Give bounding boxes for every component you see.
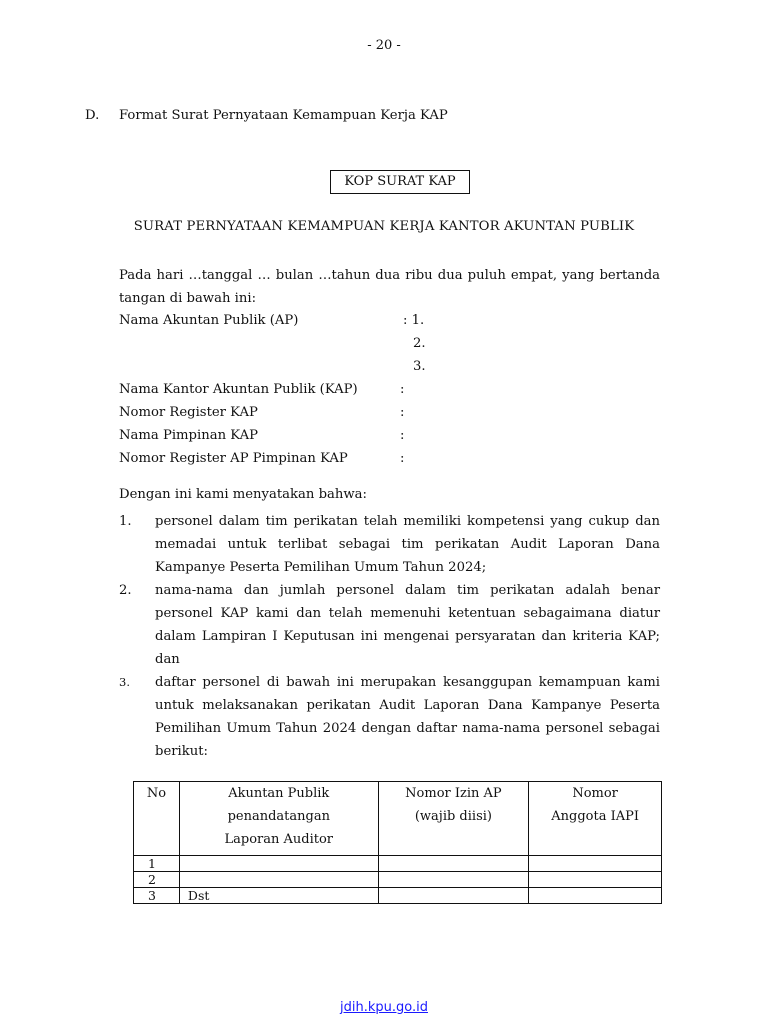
statement-number: 2. — [119, 583, 132, 598]
row-no: 3 — [134, 888, 180, 904]
row-iapi — [529, 872, 662, 888]
row-no: 1 — [134, 856, 180, 872]
leader-name-label: Nama Pimpinan KAP — [119, 428, 258, 443]
table-row — [134, 872, 662, 888]
kap-name-colon: : — [400, 382, 405, 397]
row-iapi — [529, 856, 662, 872]
statement-text: daftar personel di bawah ini merupakan kesanggupan kemampuan kami untuk melaksanakan perikatan Audit Laporan Dana Kampanye Peserta Pemilihan Umum Tahun 2024 dengan daftar nama-nama personel sebagai berikut: — [155, 675, 660, 759]
section-title: Format Surat Pernyataan Kemampuan Kerja KAP — [119, 108, 448, 123]
kap-name-label: Nama Kantor Akuntan Publik (KAP) — [119, 382, 358, 397]
row-iapi — [529, 888, 662, 904]
statement-text: personel dalam tim perikatan telah memiliki kompetensi yang cukup dan memadai untuk terlibat sebagai tim perikatan Audit Laporan Dana Kampanye Peserta Pemilihan Umum Tahun 2024; — [155, 514, 660, 575]
statement-text: nama-nama dan jumlah personel dalam tim perikatan adalah benar personel KAP kami dan telah memenuhi ketentuan sebagaimana diatur dalam Lampiran I Keputusan ini mengenai persyaratan dan kriteria KAP; dan — [155, 583, 660, 667]
row-izin — [378, 888, 529, 904]
intro-paragraph: Pada hari …tanggal … bulan …tahun dua ribu dua puluh empat, yang bertanda tangan di bawah ini: — [119, 268, 660, 306]
kap-register-label: Nomor Register KAP — [119, 405, 258, 420]
table-row — [134, 856, 662, 872]
kop-surat-box: KOP SURAT KAP — [330, 170, 470, 194]
page-number: - 20 - — [367, 38, 401, 53]
header-akuntan-publik: Akuntan Publik penandatangan Laporan Auditor — [179, 782, 378, 856]
statement-number: 1. — [119, 514, 132, 529]
statement-number: 3. — [119, 675, 130, 689]
document-title: SURAT PERNYATAAN KEMAMPUAN KERJA KANTOR AKUNTAN PUBLIK — [133, 219, 635, 234]
header-nomor-izin: Nomor Izin AP (wajib diisi) — [378, 782, 529, 856]
kap-register-colon: : — [400, 405, 405, 420]
ap-item-2: 2. — [413, 336, 426, 351]
row-akuntan — [179, 872, 378, 888]
row-izin — [378, 856, 529, 872]
leader-name-colon: : — [400, 428, 405, 443]
header-nomor-anggota: Nomor Anggota IAPI — [529, 782, 662, 856]
table-header-row — [134, 782, 662, 856]
row-akuntan — [179, 856, 378, 872]
ap-name-colon: : 1. — [403, 313, 425, 328]
ap-item-3: 3. — [413, 359, 426, 374]
footer-link[interactable]: jdih.kpu.go.id — [340, 1000, 428, 1015]
row-akuntan: Dst — [179, 888, 378, 904]
statement-intro: Dengan ini kami menyatakan bahwa: — [119, 487, 367, 502]
leader-register-colon: : — [400, 451, 405, 466]
row-izin — [378, 872, 529, 888]
row-no: 2 — [134, 872, 180, 888]
leader-register-label: Nomor Register AP Pimpinan KAP — [119, 451, 348, 466]
section-letter: D. — [85, 108, 100, 123]
personnel-table — [133, 781, 662, 904]
ap-name-label: Nama Akuntan Publik (AP) — [119, 313, 299, 328]
header-no: No — [134, 782, 180, 856]
table-row — [134, 888, 662, 904]
